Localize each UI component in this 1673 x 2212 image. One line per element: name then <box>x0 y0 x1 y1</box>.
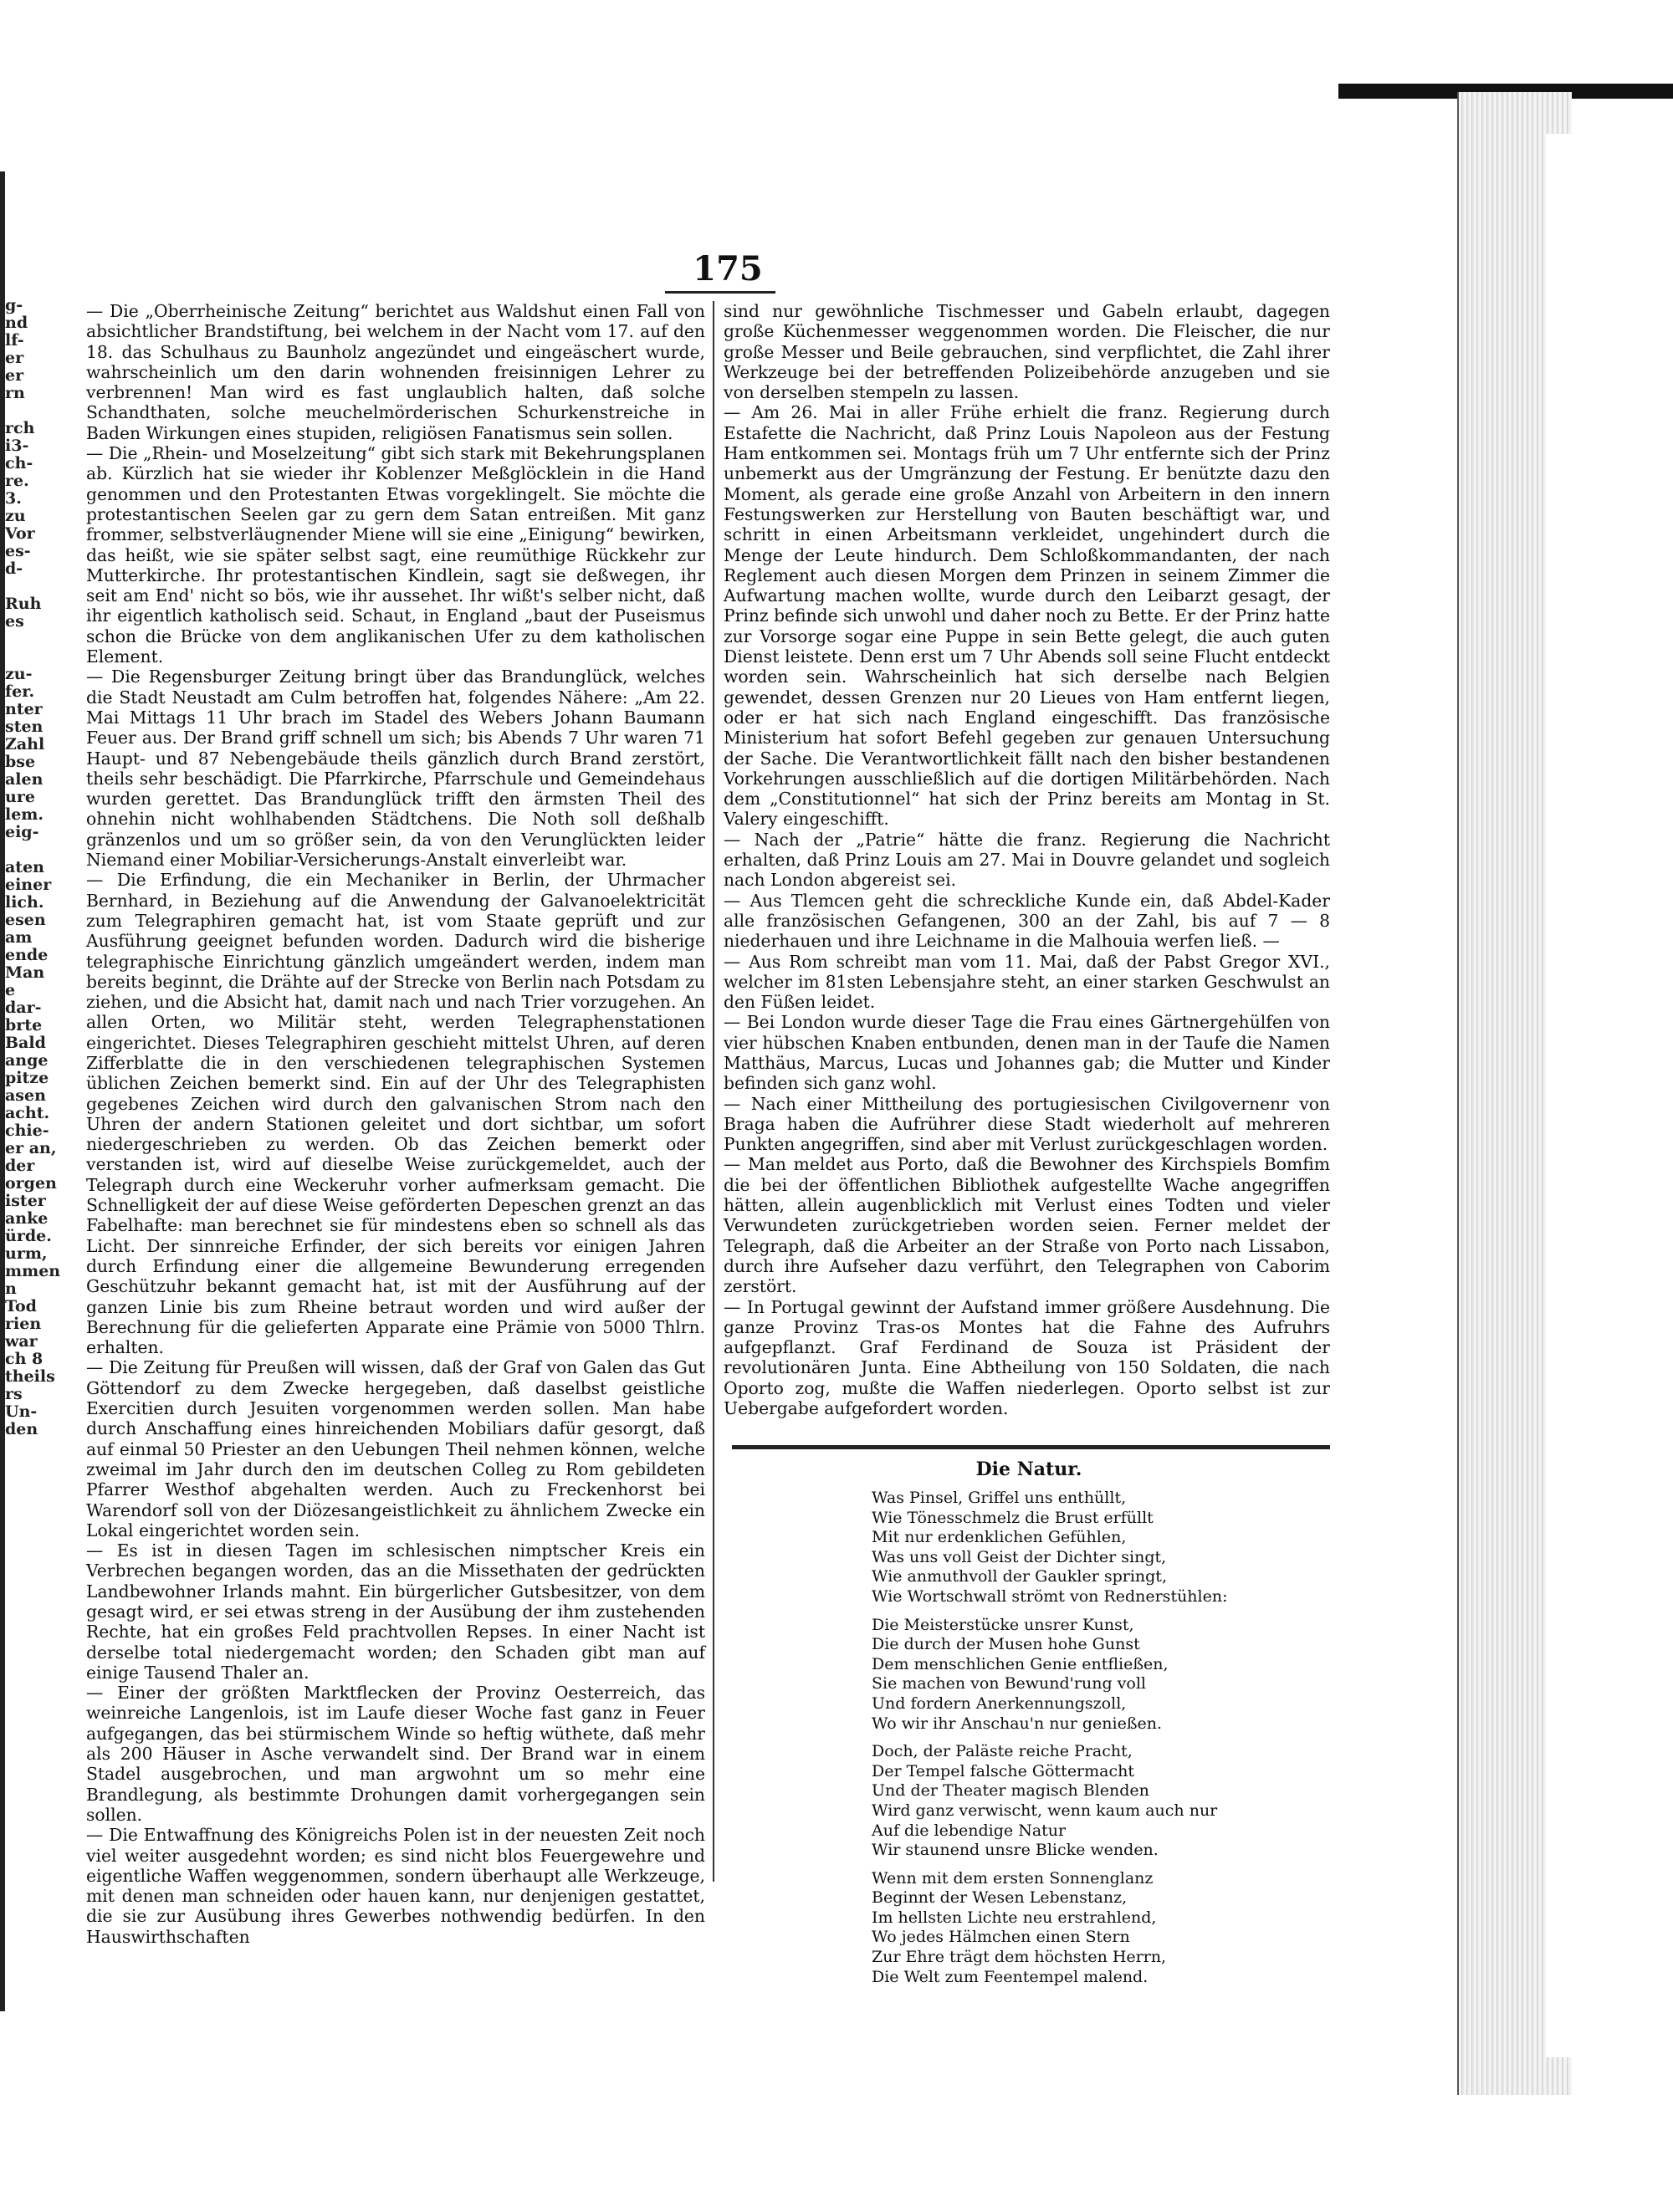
article-langenlois: — Einer der größten Marktflecken der Provinz Oesterreich, das weinreiche Langenlois, ist im Laufe dieser Woche fast ganz in Feuer aufgegangen, das bei stürmischem Winde so heftig wüthete, daß mehr als 200 Häuser in Asche verwandelt sind. Der Brand war in einem Stadel ausgebrochen, und man argwohnt um so mehr eine Brandlegung, als bestimmte Drohungen damit vorhergegangen sein sollen. <box>86 1683 705 1825</box>
poem-title: Die Natur. <box>975 1458 1082 1480</box>
poem-line: Wir staunend unsre Blicke wenden. <box>872 1841 1159 1860</box>
poem-stanza <box>872 1616 1323 1734</box>
poem-line: Wo jedes Hälmchen einen Stern <box>872 1928 1130 1947</box>
article-porto: — Man meldet aus Porto, daß die Bewohner des Kirchspiels Bomfim die bei der öffentlichen Bibliothek aufgestellte Wache angegriffen hätten, allein augenblicklich mit Verlust eines Todten und vieler Verwundeten zurückgetrieben worden seien. Ferner meldet der Telegraph, daß die Arbeiter an der Straße von Porto nach Lissabon, durch ihre Aufseher dazu verführt, den Telegraphen von Caborim zerstört. <box>724 1154 1330 1297</box>
poem-line: Was uns voll Geist der Dichter singt, <box>872 1547 1167 1566</box>
poem-line: Und der Theater magisch Blenden <box>872 1781 1149 1801</box>
poem-line: Wie Wortschwall strömt von Rednerstühlen: <box>872 1586 1228 1606</box>
article-portugal: — In Portugal gewinnt der Aufstand immer größere Ausdehnung. Die ganze Provinz Tras-os Montes hat die Fahne des Aufruhrs aufgepflanzt. Graf Ferdinand de Souza ist Präsident der revolutionären Junta. Eine Abtheilung von 150 Soldaten, die nach Oporto zog, mußte die Waffen niederlegen. Oporto selbst ist zur Uebergabe aufgefordert worden. <box>724 1296 1330 1419</box>
column-divider <box>713 301 714 1882</box>
page-number-rule <box>665 291 775 294</box>
article-london: — Bei London wurde dieser Tage die Frau eines Gärtnergehülfen von vier hübschen Knaben entbunden, denen man in der Taufe die Namen Matthäus, Marcus, Lucas und Johannes gab; die Mutter und Kinder befinden sich ganz wohl. <box>724 1012 1330 1094</box>
poem-line: Wie Tönesschmelz die Brust erfüllt <box>872 1508 1154 1527</box>
poem-line: Und fordern Anerkennungszoll, <box>872 1693 1127 1713</box>
poem-line: Dem menschlichen Genie entfließen, <box>872 1654 1169 1673</box>
poem-line: Wie anmuthvoll der Gaukler springt, <box>872 1567 1167 1586</box>
poem-line: Die durch der Musen hohe Gunst <box>872 1635 1140 1654</box>
article-schlesien: — Es ist in diesen Tagen im schlesischen nimptscher Kreis ein Verbrechen begangen worden, das an die Missethaten der gedrückten Landbewohner Irlands mahnt. Ein bürgerlicher Gutsbesitzer, von dem gesagt wird, er sei etwas streng in der Ausübung der ihm zustehenden Rechte, hat ein großes Feld prachtvollen Repses. In einer Nacht ist derselbe total niedergemacht worden; den Schaden gibt man auf einige Tausend Thaler an. <box>86 1540 705 1683</box>
article-rhein-mosel: — Die „Rhein- und Moselzeitung“ gibt sich stark mit Bekehrungsplanen ab. Kürzlich hat sie wieder ihr Koblenzer Meßglöcklein in die Hand genommen und den Protestanten Etwas vorgeklingelt. Sie möchte die protestantischen Seelen gar zu gern dem Satan entreißen. Mit ganz frommer, selbstverläugnender Miene will sie eine „Einigung“ bewirken, das heißt, wie sie später selbst sagt, eine reumüthige Rückkehr zur Mutterkirche. Ihr protestantischen Kindlein, sagt sie deßwegen, ihr seit am End' nicht so bös, wie ihr aussehet. Ihr wißt's selber nicht, daß ihr eigentlich katholisch seid. Schaut, in England „baut der Puseismus schon die Brücke von dem anglikanischen Ufer zu dem katholischen Element. <box>86 443 705 667</box>
article-tlemcen: — Aus Tlemcen geht die schreckliche Kunde ein, daß Abdel-Kader alle französischen Gefangenen, 300 an der Zahl, bis auf 7 — 8 niederhauen und ihre Leichname in die Malhouia werfen ließ. — <box>724 890 1330 952</box>
poem-line: Wo wir ihr Anschau'n nur genießen. <box>872 1714 1163 1733</box>
poem-line: Zur Ehre trägt dem höchsten Herrn, <box>872 1948 1167 1967</box>
article-polen-cont: sind nur gewöhnliche Tischmesser und Gabeln erlaubt, dagegen große Küchenmesser weggenommen worden. Die Fleischer, die nur große Messer und Beile gebrauchen, sind verpflichtet, die Zahl ihrer Werkzeuge bei der betreffenden Polizeibehörde anzugeben und sie von derselben stempeln zu lassen. <box>724 301 1330 403</box>
poem-line: Der Tempel falsche Göttermacht <box>872 1761 1135 1780</box>
section-rule <box>732 1445 1330 1449</box>
poem <box>872 1489 1323 1995</box>
scan-margin-right <box>1546 134 1673 2057</box>
poem-line: Die Welt zum Feentempel malend. <box>872 1967 1149 1986</box>
article-polen-entwaffnung: — Die Entwaffnung des Königreichs Polen ist in der neuesten Zeit noch viel weiter ausgedehnt worden; es sind nicht blos Feuergewehre und eigentliche Waffen weggenommen, sondern überhaupt alle Werkzeuge, mit denen man schneiden oder hauen kann, nur denjenigen gestattet, die sie zur Ausübung ihres Gewerbes nothwendig bedürfen. In den Hauswirthschaften <box>86 1825 705 1947</box>
poem-line: Wird ganz verwischt, wenn kaum auch nur <box>872 1801 1218 1820</box>
article-telegraph-berlin: — Die Erfindung, die ein Mechaniker in Berlin, der Uhrmacher Bernhard, in Beziehung auf die Anwendung der Galvanoelektricität zum Telegraphiren gemacht hat, ist vom Staate geprüft und zur Ausführung geeignet befunden worden. Dadurch wird die bisherige telegraphische Einrichtung gänzlich umgeändert werden, indem man bereits beginnt, die Drähte auf der Strecke von Berlin nach Potsdam zu ziehen, und die Absicht hat, damit nach und nach Trier vorzugehen. An allen Orten, wo Militär steht, werden Telegraphenstationen eingerichtet. Dieses Telegraphiren geschieht mittelst Uhren, auf deren Zifferblatte die in den verschiedenen telegraphischen Systemen üblichen Zeichen bemerkt sind. Ein auf der Uhr des Telegraphisten gegebenes Zeichen wird durch den galvanischen Strom nach den Uhren der andern Stationen geleitet und dort sichtbar, um sofort niedergeschrieben zu werden. Ob das Zeichen bemerkt oder verstanden ist, wird auf dieselbe Weise zurückgemeldet, auch der Telegraph durch eine Weckeruhr vorher aufmerksam gemacht. Die Schnelligkeit der auf diese Weise geförderten Depeschen grenzt an das Fabelhafte: man berechnet sie für mindestens eben so schnell als das Licht. Der sinnreiche Erfinder, der sich bereits vor einigen Jahren durch Erfindung einer die allgemeine Bewunderung erregenden Geschützuhr bekannt gemacht hat, ist mit der Ausführung auf der ganzen Linie bis zum Rheine betraut worden und wird außer der Berechnung für die gelieferten Apparate eine Prämie von 5000 Thlrn. erhalten. <box>86 870 705 1358</box>
poem-stanza <box>872 1742 1323 1861</box>
article-patrie: — Nach der „Patrie“ hätte die franz. Regierung die Nachricht erhalten, daß Prinz Louis am 27. Mai in Douvre gelandet und sogleich nach London abgereist sei. <box>724 829 1330 891</box>
poem-line: Sie machen von Bewund'rung voll <box>872 1674 1146 1693</box>
article-louis-napoleon: — Am 26. Mai in aller Frühe erhielt die franz. Regierung durch Estafette die Nachricht, daß Prinz Louis Napoleon aus der Festung Ham entkommen sei. Montags früh um 7 Uhr entfernte sich der Prinz unbemerkt aus der Umgränzung der Festung. Er benützte dazu den Moment, als gerade eine große Anzahl von Arbeitern in den innern Festungswerken zur Herstellung von Bauten beschäftigt war, und schritt in einen Arbeitsmann verkleidet, ungehindert durch die Menge der Leute hindurch. Dem Schloßkommandanten, der nach Reglement auch diesen Morgen dem Prinzen in seinem Zimmer die Aufwartung machen wollte, wurde durch den Leibarzt gesagt, der Prinz befinde sich unwohl und daher noch zu Bette. Er der Prinz hatte zur Vorsorge sogar eine Puppe in sein Bette gelegt, die auch guten Dienst leistete. Denn erst um 7 Uhr Abends soll seine Flucht entdeckt worden sein. Wahrscheinlich hat sich derselbe nach Belgien gewendet, dessen Grenzen nur 20 Lieues von Ham entfernt liegen, oder er hat sich nach England eingeschifft. Das französische Ministerium hat sofort Befehl gegeben zur genauen Untersuchung der Sache. Die Verantwortlichkeit fällt nach den bisher bestandenen Vorkehrungen ausschließlich auf die dortigen Militärbehörden. Nach dem „Constitutionnel“ hat sich der Prinz bereits am Montag in St. Valery eingeschifft. <box>724 402 1330 830</box>
poem-line: Wenn mit dem ersten Sonnenglanz <box>872 1868 1154 1888</box>
poem-stanza <box>872 1869 1323 1988</box>
poem-line: Was Pinsel, Griffel uns enthüllt, <box>872 1489 1127 1507</box>
poem-line: Auf die lebendige Natur <box>872 1821 1067 1840</box>
poem-line: Im hellsten Lichte neu erstrahlend, <box>872 1908 1157 1927</box>
article-oberrheinische: — Die „Oberrheinische Zeitung“ berichtet aus Waldshut einen Fall von absichtlicher Brandstiftung, bei welchem in der Nacht vom 17. auf den 18. das Schulhaus zu Baunholz angezündet und eingeäschert wurde, wahrscheinlich um den darin wohnenden freisinnigen Lehrer zu verbrennen! Man wird es fast unglaublich halten, daß solche Schandthaten, solche meuchelmörderischen Schurkenstreiche in Baden Wirkungen eines stupiden, religiösen Fanatismus sein sollen. <box>86 301 705 443</box>
poem-stanza <box>872 1489 1323 1607</box>
bleed-through-text: g- nd lf- er er rn rch i3- ch- re. 3. zu Vor es- d- Ruh es zu- fer. nter sten Zahl bse alen ure lem. eig- aten einer lich. esen am ende Man e dar- brte Bald ange pitze asen acht. chie- er an, der orgen ister anke ürde. urm, mmen n Tod rien war ch 8 theils rs Un- den <box>5 297 61 1438</box>
left-page-strip <box>0 0 94 2212</box>
article-neustadt-brand: — Die Regensburger Zeitung bringt über das Brandunglück, welches die Stadt Neustadt am Culm betroffen hat, folgendes Nähere: „Am 22. Mai Mittags 11 Uhr brach im Stadel des Webers Johann Baumann Feuer aus. Der Brand griff schnell um sich; bis Abends 7 Uhr waren 71 Haupt- und 87 Nebengebäude theils gänzlich durch Brand zerstört, theils sehr beschädigt. Die Pfarrkirche, Pfarrschule und Gemeindehaus wurden gerettet. Das Brandunglück trifft den ärmsten Theil des ohnehin nicht wohlhabenden Städtchens. Die Noth soll deßhalb gränzenlos und um so größer sein, da von den Verunglückten leider Niemand einer Mobiliar-Versicherungs-Anstalt einverleibt war. <box>86 667 705 871</box>
article-galen-jesuiten: — Die Zeitung für Preußen will wissen, daß der Graf von Galen das Gut Göttendorf zu dem Zwecke hergegeben, daß daselbst geistliche Exercitien durch Jesuiten vorgenommen werden sollen. Man habe durch Anschaffung eines hinreichenden Mobiliars dafür gesorgt, daß auf einmal 50 Priester an den Uebungen Theil nehmen können, welche zweimal im Jahr durch den im deutschen Colleg zu Rom gebildeten Pfarrer Westhof abgehalten werden. Auch zu Freckenhorst bei Warendorf soll von der Diözesangeistlichkeit zu ähnlichem Zwecke ein Lokal eingerichtet worden sein. <box>86 1357 705 1540</box>
poem-line: Doch, der Paläste reiche Pracht, <box>872 1742 1133 1761</box>
article-rom: — Aus Rom schreibt man vom 11. Mai, daß der Pabst Gregor XVI., welcher im 81sten Lebensjahre steht, an einer starken Geschwulst an den Füßen leidet. <box>724 951 1330 1013</box>
poem-line: Beginnt der Wesen Lebenstanz, <box>872 1888 1128 1908</box>
poem-line: Mit nur erdenklichen Gefühlen, <box>872 1528 1127 1547</box>
right-column <box>724 301 1330 1464</box>
article-braga: — Nach einer Mittheilung des portugiesischen Civilgovernenr von Braga haben die Aufrührer diese Stadt wiederholt auf mehreren Punkten angegriffen, sind aber mit Verlust zurückgeschlagen worden. <box>724 1093 1330 1155</box>
left-column <box>86 301 705 1947</box>
page-number: 175 <box>693 249 763 289</box>
poem-line: Die Meisterstücke unsrer Kunst, <box>872 1615 1134 1634</box>
